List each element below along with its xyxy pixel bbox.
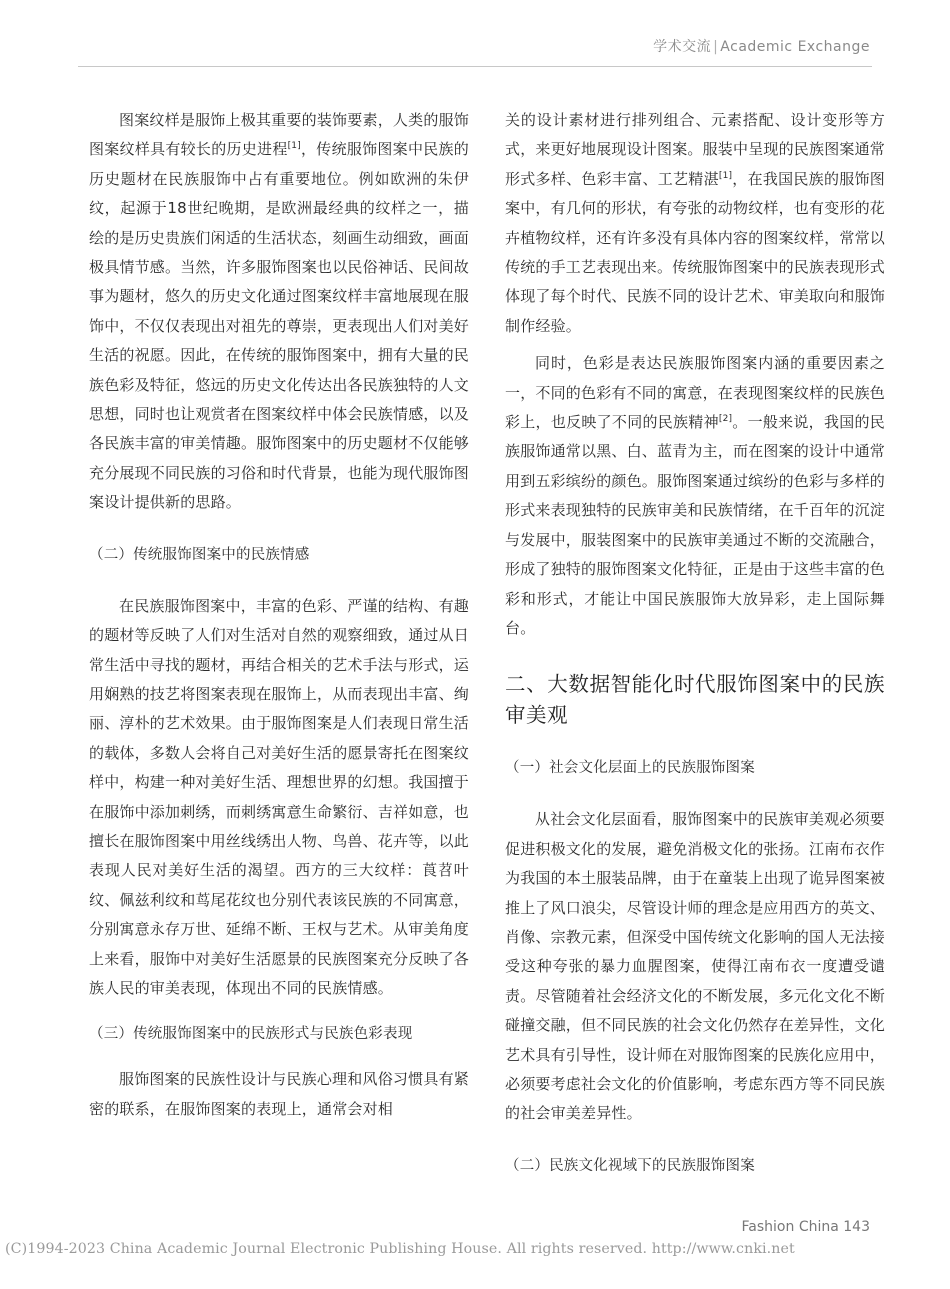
paragraph-text: 同时，色彩是表达民族服饰图案内涵的重要因素之一，不同的色彩有不同的寓意，在表现图案纹样的民族色彩上，也反映了不同的民族精神 <box>505 354 886 432</box>
subheading-national-culture: （二）民族文化视域下的民族服饰图案 <box>505 1157 755 1174</box>
left-column <box>89 106 469 1124</box>
subheading-ethnic-emotion: （二）传统服饰图案中的民族情感 <box>89 546 310 563</box>
section-title: 二、大数据智能化时代服饰图案中的民族审美观 <box>505 672 885 728</box>
page-header <box>0 0 950 70</box>
citation-ref[interactable]: [1] <box>718 170 733 181</box>
header-rule <box>78 66 872 67</box>
paragraph-ethnic-form: 服饰图案的民族性设计与民族心理和风俗习惯具有紧密的联系，在服饰图案的表现上，通常会对相 <box>89 1070 469 1118</box>
paragraph-continued-design <box>505 106 885 341</box>
section-label-english: Academic Exchange <box>720 39 870 55</box>
paragraph-text: 图案纹样是服饰上极其重要的装饰要素，人类的服饰图案纹样具有较长的历史进程 <box>89 111 469 159</box>
paragraph-ethnic-color <box>505 349 885 643</box>
copyright-notice: (C)1994-2023 China Academic Journal Electronic Publishing House. All rights reserved. http://www.cnki.net <box>5 1241 795 1257</box>
paragraph-text: 关的设计素材进行排列组合、元素搭配、设计变形等方式，来更好地展现设计图案。服装中呈现的民族图案通常形式多样、色彩丰富、工艺精湛 <box>505 111 886 188</box>
paragraph-text: ，在我国民族的服饰图案中，有几何的形状，有夸张的动物纹样，也有变形的花卉植物纹样，还有许多没有具体内容的图案纹样，常常以传统的手工艺表现出来。传统服饰图案中的民族表现形式体现了每个时代、民族不同的设计艺术、审美取向和服饰制作经验。 <box>505 169 886 335</box>
section-label: 学术交流 <box>653 39 712 55</box>
right-column <box>505 106 885 1177</box>
paragraph-text: 。一般来说，我国的民族服饰通常以黑、白、蓝青为主，而在图案的设计中通常用到五彩缤纷的颜色。服饰图案通过缤纷的色彩与多样的形式来表现独特的民族审美和民族情绪，在千百年的沉淀与发展中，服装图案中的民族审美通过不断的交流融合，形成了独特的服饰图案文化特征，正是由于这些丰富的色彩和形式，才能让中国民族服饰大放异彩，走上国际舞台。 <box>505 413 886 637</box>
paragraph-text: ，传统服饰图案中民族的历史题材在民族服饰中占有重要地位。例如欧洲的朱伊纹，起源于18世纪晚期，是欧洲最经典的纹样之一，描绘的是历史贵族们闲适的生活状态，刻画生动细致，画面极具情节感。当然，许多服饰图案也以民俗神话、民间故事为题材，悠久的历史文化通过图案纹样丰富地展现在服饰中，不仅仅表现出对祖先的尊崇，更表现出人们对美好生活的祝愿。因此，在传统的服饰图案中，拥有大量的民族色彩及特征，悠远的历史文化传达出各民族独特的人文思想，同时也让观赏者在图案纹样中体会民族情感，以及各民族丰富的审美情趣。服饰图案中的历史题材不仅能够充分展现不同民族的习俗和时代背景，也能为现代服饰图案设计提供新的思路。 <box>89 140 470 512</box>
citation-ref[interactable]: [1] <box>287 141 301 152</box>
header-separator: | <box>713 39 719 55</box>
subheading-ethnic-form-color: （三）传统服饰图案中的民族形式与民族色彩表现 <box>89 1026 413 1043</box>
page-number-label: Fashion China 143 <box>741 1219 870 1235</box>
citation-ref[interactable]: [2] <box>718 414 733 425</box>
subheading-social-culture: （一）社会文化层面上的民族服饰图案 <box>505 760 755 777</box>
paragraph-historical-themes <box>89 106 469 518</box>
running-head <box>653 36 870 56</box>
paragraph-social-culture: 从社会文化层面看，服饰图案中的民族审美观必须要促进积极文化的发展，避免消极文化的张扬。江南布衣作为我国的本土服装品牌，由于在童装上出现了诡异图案被推上了风口浪尖，尽管设计师的理念是应用西方的英文、肖像、宗教元素，但深受中国传统文化影响的国人无法接受这种夸张的暴力血腥图案，使得江南布衣一度遭受谴责。尽管随着社会经济文化的不断发展，多元化文化不断碰撞交融，但不同民族的社会文化仍然存在差异性，文化艺术具有引导性，设计师在对服饰图案的民族化应用中，必须要考虑社会文化的价值影响，考虑东西方等不同民族的社会审美差异性。 <box>505 810 886 1123</box>
paragraph-ethnic-emotion: 在民族服饰图案中，丰富的色彩、严谨的结构、有趣的题材等反映了人们对生活对自然的观察细致，通过从日常生活中寻找的题材，再结合相关的艺术手法与形式，运用娴熟的技艺将图案表现在服饰上，从而表现出丰富、绚丽、淳朴的艺术效果。由于服饰图案是人们表现日常生活的载体，多数人会将自己对美好生活的愿景寄托在图案纹样中，构建一种对美好生活、理想世界的幻想。我国擅于在服饰中添加刺绣，而刺绣寓意生命繁衍、吉祥如意，也擅长在服饰图案中用丝线绣出人物、鸟兽、花卉等，以此表现人民对美好生活的渴望。西方的三大纹样：莨苕叶纹、佩兹利纹和茑尾花纹也分别代表该民族的不同寓意，分别寓意永存万世、延绵不断、王权与艺术。从审美角度上来看，服饰中对美好生活愿景的民族图案充分反映了各族人民的审美表现，体现出不同的民族情感。 <box>89 596 470 997</box>
